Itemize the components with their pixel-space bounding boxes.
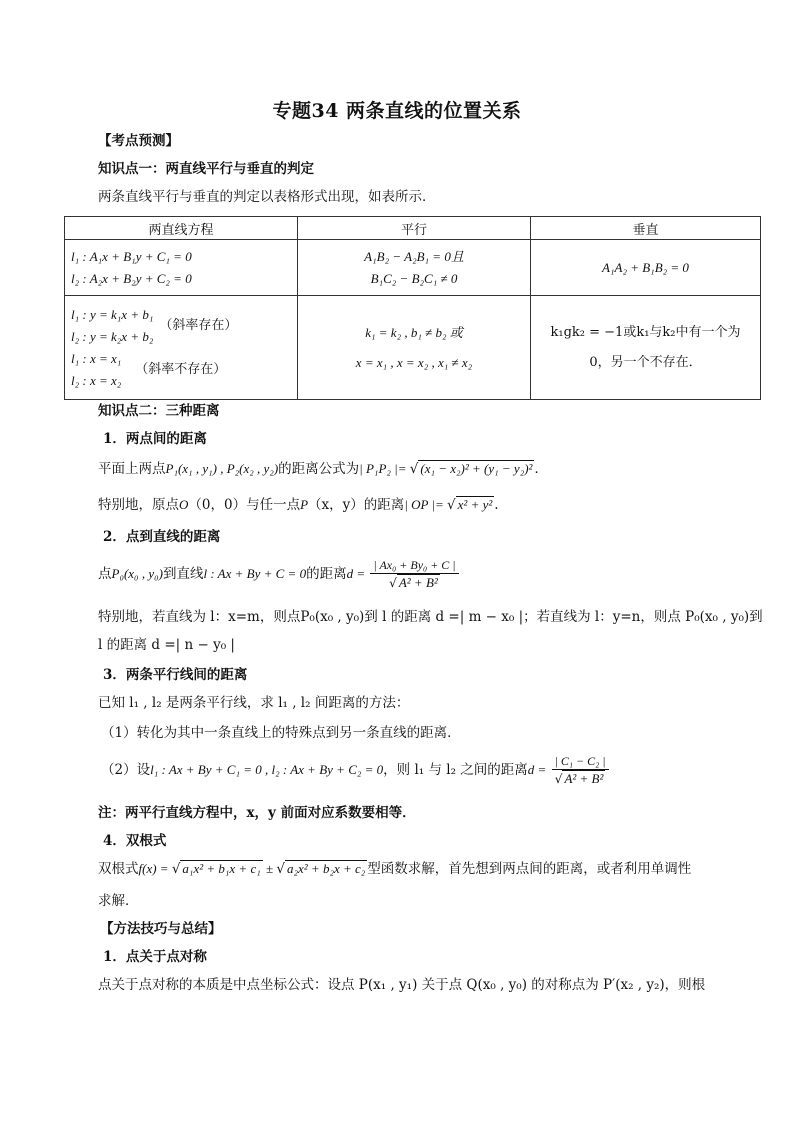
vertical-equation-l2: l₂ : x = x₂ — [71, 372, 122, 388]
point-symbol: P — [300, 497, 309, 512]
sqrt-symbol: √ — [447, 497, 456, 513]
method-1-text: 点关于点对称的本质是中点坐标公式：设点 P(x₁ , y₁) 关于点 Q(x₀ , y₀) 的对称点为 P′(x₂ , y₂)，则根 — [98, 977, 706, 993]
table-header-row — [65, 217, 761, 240]
point-line-distance-fraction — [370, 557, 458, 592]
subsection-2-heading: 2．点到直线的距离 — [103, 529, 221, 545]
parallel-distance-intro: 已知 l₁ , l₂ 是两条平行线，求 l₁ , l₂ 间距离的方法： — [98, 695, 410, 711]
table-header-cell: 垂直 — [531, 217, 761, 240]
fraction-numerator: | Ax₀ + By₀ + C | — [370, 557, 458, 574]
perpendicular-slope-condition-cont: 0，另一个不存在． — [589, 354, 702, 370]
knowledge-point-1-intro: 两条直线平行与垂直的判定以表格形式出现，如表所示． — [98, 189, 436, 205]
knowledge-point-2-heading: 知识点二：三种距离 — [98, 403, 220, 419]
parallel-distance-method-1: （1）转化为其中一条直线上的特殊点到另一条直线的距离． — [101, 725, 461, 741]
text-span: ． — [534, 461, 548, 477]
text-span: . — [494, 497, 499, 513]
double-radical-line — [98, 858, 691, 880]
double-radical-line-cont: 求解． — [98, 893, 139, 909]
table-cell-parallel — [298, 296, 531, 400]
origin-distance-line — [98, 494, 499, 516]
perpendicular-condition: A₁A₂ + B₁B₂ = 0 — [602, 259, 689, 275]
table-cell-parallel — [298, 240, 531, 296]
sqrt-symbol: √ — [171, 861, 181, 877]
point-line-distance-line — [98, 556, 461, 592]
perpendicular-slope-condition: k₁gk₂ = −1或k₁与k₂中有一个为 — [550, 324, 741, 340]
general-equation-l2: l₂ : A₂x + B₂y + C₂ = 0 — [71, 270, 192, 286]
radical-2: a₂x² + b₂x + c₂ — [286, 861, 366, 876]
table-cell-equations — [65, 296, 298, 400]
table-header-cell: 两直线方程 — [65, 217, 298, 240]
method-1-heading: 1．点关于点对称 — [103, 949, 207, 965]
sqrt-symbol: √ — [409, 461, 419, 477]
parallel-condition-2: B₁C₂ − B₂C₁ ≠ 0 — [370, 270, 458, 286]
text-span: 平面上两点 — [98, 461, 166, 477]
knowledge-point-1-heading: 知识点一：两直线平行与垂直的判定 — [98, 161, 314, 177]
general-equation-l1: l₁ : A₁x + B₁y + C₁ = 0 — [71, 248, 192, 264]
two-point-distance-line — [98, 458, 548, 480]
text-span: 的距离 — [306, 566, 347, 582]
text-span: 双根式 — [98, 861, 139, 877]
fraction-numerator: | C₁ − C₂ | — [552, 753, 609, 770]
line-equation: l : Ax + By + C = 0 — [203, 566, 307, 581]
line-relation-table — [64, 216, 761, 400]
parallel-note: 注：两平行直线方程中，x，y 前面对应系数要相等． — [98, 805, 416, 821]
parallel-condition-1: A₁B₂ − A₂B₁ = 0且 — [364, 248, 464, 264]
text-span: （2）设 — [101, 762, 151, 778]
radical-1: a₁x² + b₁x + c₁ — [182, 861, 261, 876]
parallel-slope-condition: k₁ = k₂ , b₁ ≠ b₂ 或 — [365, 324, 463, 340]
origin-symbol: O — [179, 497, 189, 512]
parallel-distance-method-2 — [101, 752, 611, 788]
parallel-lines-equations: l₁ : Ax + By + C₁ = 0 , l₂ : Ax + By + C₂ = 0 — [150, 762, 384, 777]
special-case-line-2: l 的距离 d =| n − y₀ | — [98, 637, 235, 653]
sqrt-symbol: √ — [389, 576, 397, 590]
table-cell-perpendicular — [531, 240, 761, 296]
subsection-3-heading: 3．两条平行线间的距离 — [103, 667, 248, 683]
text-span: 的距离公式为 — [278, 461, 360, 477]
origin-distance-radicand: x² + y² — [457, 497, 493, 512]
slope-exists-note: （斜率存在） — [159, 317, 238, 333]
point-p0: P₀(x₀ , y₀) — [111, 566, 163, 581]
fraction-denominator: A² + B² — [564, 771, 604, 786]
table-row — [65, 296, 761, 400]
table-row — [65, 240, 761, 296]
text-span: 特别地，原点 — [98, 497, 179, 513]
slope-equation-l1: l₁ : y = k₁x + b₁ — [71, 306, 154, 322]
text-span: 点 — [98, 566, 112, 582]
text-span: （x，y）的距离 — [308, 497, 405, 513]
fraction-denominator: A² + B² — [398, 575, 438, 590]
section-method-heading: 【方法技巧与总结】 — [100, 921, 222, 937]
vertical-equation-l1: l₁ : x = x₁ — [71, 350, 122, 366]
special-case-line-1: 特别地，若直线为 l：x=m，则点P₀(x₀ , y₀)到 l 的距离 d =| m − x₀ |；若直线为 l：y=n，则点 P₀(x₀ , y₀)到 — [98, 609, 763, 625]
sqrt-symbol: √ — [554, 772, 563, 786]
plus-minus: ± — [262, 861, 277, 876]
table-cell-equations — [65, 240, 298, 296]
text-span: 型函数求解，首先想到两点间的距离，或者利用单调性 — [367, 861, 692, 877]
section-kaodian-heading: 【考点预测】 — [98, 133, 179, 149]
parallel-vertical-condition: x = x₁ , x = x₂ , x₁ ≠ x₂ — [355, 354, 473, 370]
text-span: （0，0）与任一点 — [188, 497, 301, 513]
text-span: ，则 l₁ 与 l₂ 之间的距离 — [383, 762, 528, 778]
distance-d: d = — [527, 762, 550, 777]
points-p1-p2: P₁(x₁ , y₁) , P₂(x₂ , y₂) — [165, 461, 279, 476]
table-cell-perpendicular — [531, 296, 761, 400]
distance-op: | OP |= — [404, 497, 448, 512]
function-fx: f(x) = — [138, 861, 172, 876]
distance-formula-radicand: (x₁ − x₂)² + (y₁ − y₂)² — [420, 461, 533, 476]
table-header-cell: 平行 — [298, 217, 531, 240]
page-title: 专题34 两条直线的位置关系 — [272, 100, 522, 122]
subsection-4-heading: 4．双根式 — [103, 833, 167, 849]
distance-p1p2: | P₁P₂ |= — [359, 461, 410, 476]
sqrt-symbol: √ — [276, 861, 285, 877]
parallel-distance-fraction — [552, 753, 609, 788]
slope-not-exists-note: （斜率不存在） — [135, 361, 227, 377]
subsection-1-heading: 1．两点间的距离 — [103, 431, 207, 447]
slope-equation-l2: l₂ : y = k₂x + b₂ — [71, 328, 154, 344]
text-span: 到直线 — [162, 566, 204, 582]
distance-d: d = — [346, 566, 369, 581]
